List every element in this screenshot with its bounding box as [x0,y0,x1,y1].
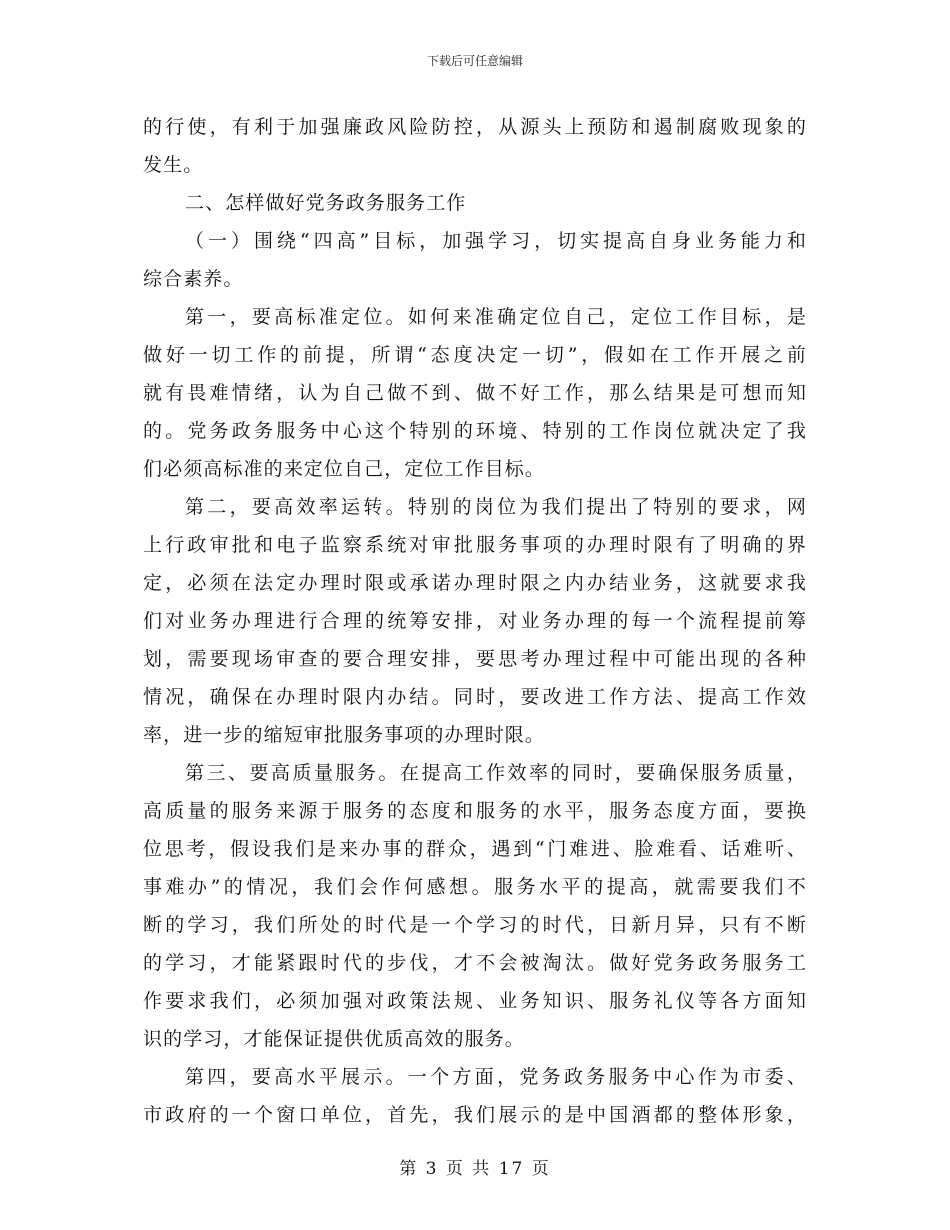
text-line: 市政府的一个窗口单位，首先，我们展示的是中国酒都的整体形象， [143,1104,807,1126]
text-line: 第四，要高水平展示。一个方面，党务政务服务中心作为市委、 [185,1066,807,1088]
text-line: 划，需要现场审查的要合理安排，要思考办理过程中可能出现的各种 [143,648,807,670]
text-line: 做好一切工作的前提，所谓“态度决定一切”，假如在工作开展之前 [143,344,807,366]
text-line: 的行使，有利于加强廉政风险防控，从源头上预防和遏制腐败现象的 [143,116,807,138]
text-line: 事难办”的情况，我们会作何感想。服务水平的提高，就需要我们不 [143,876,807,898]
text-line: 识的学习，才能保证提供优质高效的服务。 [143,1028,525,1050]
text-line: 定，必须在法定办理时限或承诺办理时限之内办结业务，这就要求我 [143,572,807,594]
text-line: 第三、要高质量服务。在提高工作效率的同时，要确保服务质量， [185,762,807,784]
text-line: 断的学习，我们所处的时代是一个学习的时代，日新月异，只有不断 [143,914,807,936]
text-line: 发生。 [143,154,204,176]
text-line: （一）围绕“四高”目标，加强学习，切实提高自身业务能力和 [185,230,807,252]
text-line: 就有畏难情绪，认为自己做不到、做不好工作，那么结果是可想而知 [143,382,807,404]
text-line: 作要求我们，必须加强对政策法规、业务知识、服务礼仪等各方面知 [143,990,807,1012]
text-line: 情况，确保在办理时限内办结。同时，要改进工作方法、提高工作效 [143,686,807,708]
text-line: 的。党务政务服务中心这个特别的环境、特别的工作岗位就决定了我 [143,420,807,442]
page-footer: 第 3 页 共 17 页 [399,1159,551,1179]
text-line: 们对业务办理进行合理的统筹安排，对业务办理的每一个流程提前筹 [143,610,807,632]
text-line: 位思考，假设我们是来办事的群众，遇到“门难进、脸难看、话难听、 [143,838,807,860]
text-line: 第一，要高标准定位。如何来准确定位自己，定位工作目标，是 [185,306,807,328]
text-line: 高质量的服务来源于服务的态度和服务的水平，服务态度方面，要换 [143,800,807,822]
text-line: 第二，要高效率运转。特别的岗位为我们提出了特别的要求，网 [185,496,807,518]
text-line: 率，进一步的缩短审批服务事项的办理时限。 [143,724,546,746]
page-header: 下载后可任意编辑 [426,54,523,68]
text-line: 二、怎样做好党务政务服务工作 [185,192,467,214]
document-body [143,108,807,1134]
text-line: 上行政审批和电子监察系统对审批服务事项的办理时限有了明确的界 [143,534,807,556]
text-line: 的学习，才能紧跟时代的步伐，才不会被淘汰。做好党务政务服务工 [143,952,807,974]
text-line: 们必须高标准的来定位自己，定位工作目标。 [143,458,546,480]
text-line: 综合素养。 [143,268,244,290]
